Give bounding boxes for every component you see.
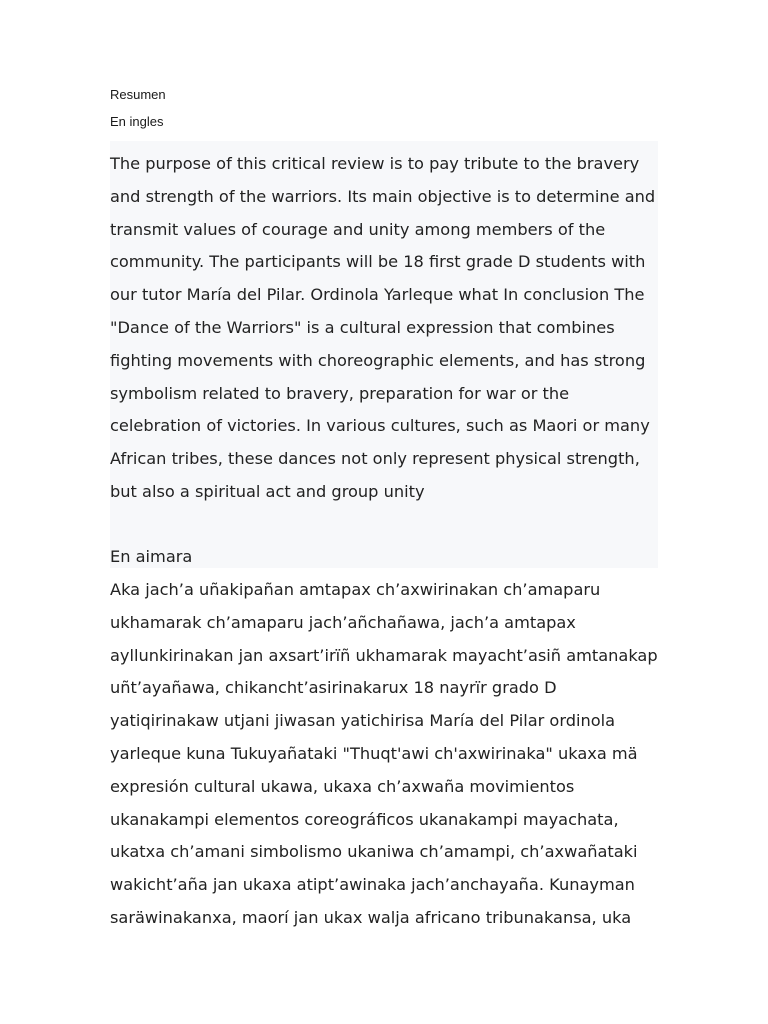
english-section-label: En ingles: [110, 114, 164, 129]
aimara-paragraph: Aka jach’a uñakipañan amtapax ch’axwirinakan ch’amaparu ukhamarak ch’amaparu jach’añchañawa, jach’a amtapax ayllunkirinakan jan axsart’irïñ ukhamarak mayacht’asiñ amtanakap uñt’ayañawa, chikancht’asirinakarux 18 nayrïr grado D yatiqirinakaw utjani jiwasan yatichirisa María del Pilar ordinola yarleque kuna Tukuyañataki "Thuqt'awi ch'axwirinaka" ukaxa mä expresión cultural ukawa, ukaxa ch’axwaña movimientos ukanakampi elementos coreográficos ukanakampi mayachata, ukatxa ch’amani simbolismo ukaniwa ch’amampi, ch’axwañataki wakicht’aña jan ukaxa atipt’awinaka jach’anchayaña. Kunayman saräwinakanxa, maorí jan ukax walja africano tribunakansa, uka: [110, 580, 658, 927]
english-paragraph: The purpose of this critical review is to pay tribute to the bravery and strength of the warriors. Its main objective is to determine and transmit values of courage and unity among members of the community. The participants will be 18 first grade D students with our tutor María del Pilar. Ordinola Yarleque what In conclusion The "Dance of the Warriors" is a cultural expression that combines fighting movements with choreographic elements, and has strong symbolism related to bravery, preparation for war or the celebration of victories. In various cultures, such as Maori or many African tribes, these dances not only represent physical strength, but also a spiritual act and group unity: [110, 154, 656, 501]
document-title: Resumen: [110, 87, 166, 102]
aimara-section-heading: En aimara: [110, 547, 193, 566]
